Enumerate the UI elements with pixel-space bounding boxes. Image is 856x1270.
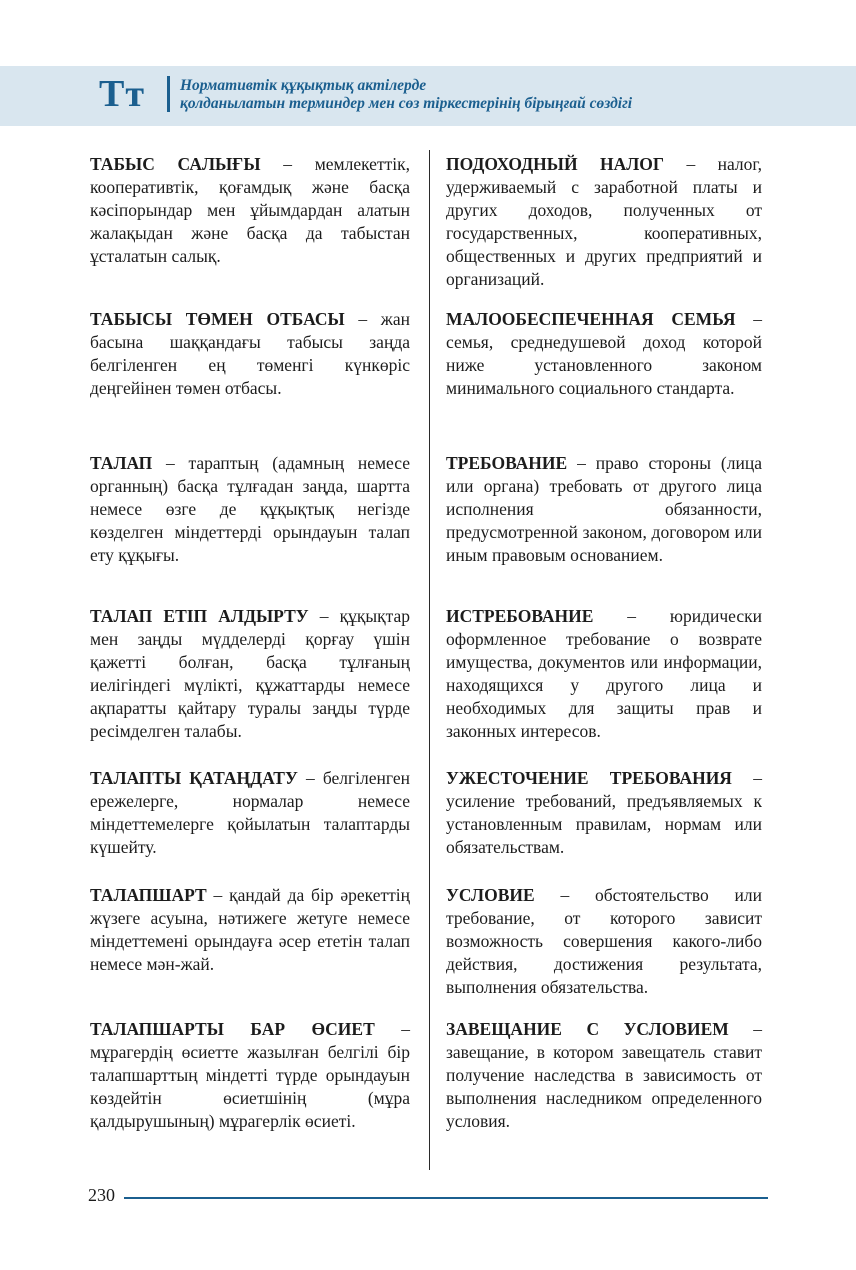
entry-term: МАЛООБЕСПЕЧЕННАЯ СЕМЬЯ [446, 309, 736, 329]
entry-ru [446, 767, 762, 859]
entry-term: ИСТРЕБОВАНИЕ [446, 606, 594, 626]
entry-term: ТАБЫСЫ ТӨМЕН ОТБАСЫ [90, 309, 345, 329]
entry-ru [446, 308, 762, 400]
entry-term: ТАЛАП [90, 453, 153, 473]
entry-term: ТРЕБОВАНИЕ [446, 453, 568, 473]
entry-term: ТАЛАП ЕТІП АЛДЫРТУ [90, 606, 309, 626]
entry-definition: – обстоятельство или требование, от которого зависит возможность совершения какого-либо действия, достижения результата, выполнения обязательства. [446, 885, 762, 997]
section-letter: Тт [99, 73, 146, 115]
page-number: 230 [88, 1185, 115, 1205]
entry-definition: – құқықтар мен заңды мүдделерді қорғау үшін қажетті болған, басқа тұлғаның иелігіндегі мүлікті, құжаттарды немесе ақпаратты қайтару туралы заңды түрде ресімделген талабы. [90, 606, 410, 741]
entry-definition: – қандай да бір әрекеттің жүзеге асуына, нәтижеге жетуге немесе міндеттемені орындауға әсер ететін талап немесе мән-жай. [90, 885, 410, 974]
header-title [180, 77, 632, 113]
entry-definition: – мемлекеттік, кооперативтік, қоғамдық және басқа кәсіпорындар мен ұйымдардан алатын жалақыдан және басқа да табыстан ұсталатын салық. [90, 154, 410, 266]
entry-definition: – усиление требований, предъявляемых к установленным правилам, нормам или обязательствам. [446, 768, 762, 857]
entry-ru [446, 1018, 762, 1133]
entry-definition: – право стороны (лица или органа) требовать от другого лица исполнения обязанности, предусмотренной законом, договором или иным правовым основанием. [446, 453, 762, 565]
entry-kk [90, 308, 410, 400]
entry-definition: – мұрагердің өсиетте жазылған белгілі бір талапшарттың міндетті түрде орындауын көздейтін өсиетшінің (мұра қалдырушының) мұрагерлік өсиеті. [90, 1019, 411, 1131]
entry-kk [90, 452, 410, 567]
entry-kk [90, 1018, 410, 1133]
entry-definition: – белгіленген ережелерге, нормалар немесе міндеттемелерге қойылатын талаптарды күшейту. [90, 768, 410, 857]
entry-definition: – налог, удерживаемый с заработной платы и других доходов, полученных от государственных, кооперативных, общественных и других предприятий и организаций. [446, 154, 762, 289]
entry-kk [90, 767, 410, 859]
entry-term: ТАЛАПШАРТ [90, 885, 207, 905]
entry-definition: – тараптың (адамның немесе органның) басқа тұлғадан заңда, шартта немесе өзге де құқықтық негізде көзделген міндеттерді орындауын талап ету құқығы. [90, 453, 410, 565]
entry-term: ПОДОХОДНЫЙ НАЛОГ [446, 154, 665, 174]
entry-definition: – завещание, в котором завещатель ставит получение наследства в зависимость от выполнения наследником определенного условия. [446, 1019, 763, 1131]
footer-rule [124, 1197, 768, 1199]
entry-term: ТАЛАПШАРТЫ БАР ӨСИЕТ [90, 1019, 375, 1039]
entry-kk [90, 884, 410, 976]
entry-kk [90, 605, 410, 743]
header-title-line-1: Нормативтік құқықтық актілерде [180, 77, 427, 94]
entry-kk [90, 153, 410, 268]
entry-term: ЗАВЕЩАНИЕ С УСЛОВИЕМ [446, 1019, 729, 1039]
entry-term: ТАБЫС САЛЫҒЫ [90, 154, 261, 174]
entry-definition: – жан басына шаққандағы табысы заңда белгіленген ең төменгі күнкөріс деңгейінен төмен отбасы. [90, 309, 410, 398]
entry-definition: – семья, среднедушевой доход которой ниже установленного законом минимального социального стандарта. [446, 309, 763, 398]
entry-ru [446, 605, 762, 743]
entry-term: УСЛОВИЕ [446, 885, 535, 905]
column-divider [429, 150, 430, 1170]
entry-term: ТАЛАПТЫ ҚАТАҢДАТУ [90, 768, 298, 788]
header-divider [167, 76, 170, 112]
entry-definition: – юридически оформленное требование о возврате имущества, документов или информации, находящихся у другого лица и необходимых для защиты прав и законных интересов. [446, 606, 762, 741]
entry-ru [446, 884, 762, 999]
entry-term: УЖЕСТОЧЕНИЕ ТРЕБОВАНИЯ [446, 768, 732, 788]
entry-ru [446, 153, 762, 291]
entry-ru [446, 452, 762, 567]
header-title-line-2: қолданылатын терминдер мен сөз тіркестерінің бірыңғай сөздігі [180, 95, 633, 112]
